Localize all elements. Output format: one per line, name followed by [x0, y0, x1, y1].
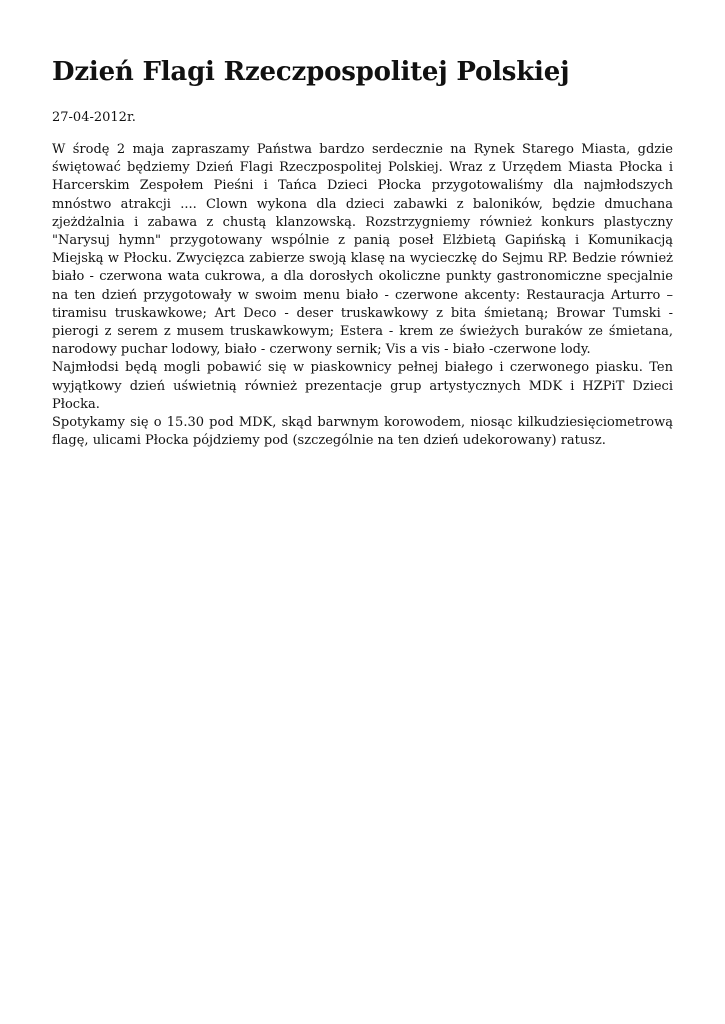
- article-paragraph: W środę 2 maja zapraszamy Państwa bardzo serdecznie na Rynek Starego Miasta, gdzie świętować będziemy Dzień Flagi Rzeczpospolitej Polskiej. Wraz z Urzędem Miasta Płocka i Harcerskim Zespołem Pieśni i Tańca Dzieci Płocka przygotowaliśmy dla najmłodszych mnóstwo atrakcji .... Clown wykona dla dzieci zabawki z baloników, będzie dmuchana zjeżdżalnia i zabawa z chustą klanzowską. Rozstrzygniemy również konkurs plastyczny "Narysuj hymn" przygotowany wspólnie z panią poseł Elżbietą Gapińską i Komunikacją Miejską w Płocku. Zwycięzca zabierze swoją klasę na wycieczkę do Sejmu RP. Bedzie również biało - czerwona wata cukrowa, a dla dorosłych okoliczne punkty gastronomiczne specjalnie na ten dzień przygotowały w swoim menu biało - czerwone akcenty: Restauracja Arturro – tiramisu truskawkowe; Art Deco - deser truskawkowy z bita śmietaną; Browar Tumski - pierogi z serem z musem truskawkowym; Estera - krem ze świeżych buraków ze śmietana, narodowy puchar lodowy, biało - czerwony sernik; Vis a vis - biało -czerwone lody.: [52, 142, 673, 358]
- article-title: Dzień Flagi Rzeczpospolitej Polskiej: [52, 57, 570, 87]
- article-body: [52, 141, 673, 450]
- article-date: 27-04-2012r.: [52, 110, 136, 125]
- article: [52, 52, 673, 450]
- article-paragraph: Najmłodsi będą mogli pobawić się w piaskownicy pełnej białego i czerwonego piasku. Ten wyjątkowy dzień uświetnią również prezentacje grup artystycznych MDK i HZPiT Dzieci Płocka.: [52, 360, 673, 412]
- article-paragraph: Spotykamy się o 15.30 pod MDK, skąd barwnym korowodem, niosąc kilkudziesięciometrową flagę, ulicami Płocka pójdziemy pod (szczególnie na ten dzień udekorowany) ratusz.: [52, 415, 673, 449]
